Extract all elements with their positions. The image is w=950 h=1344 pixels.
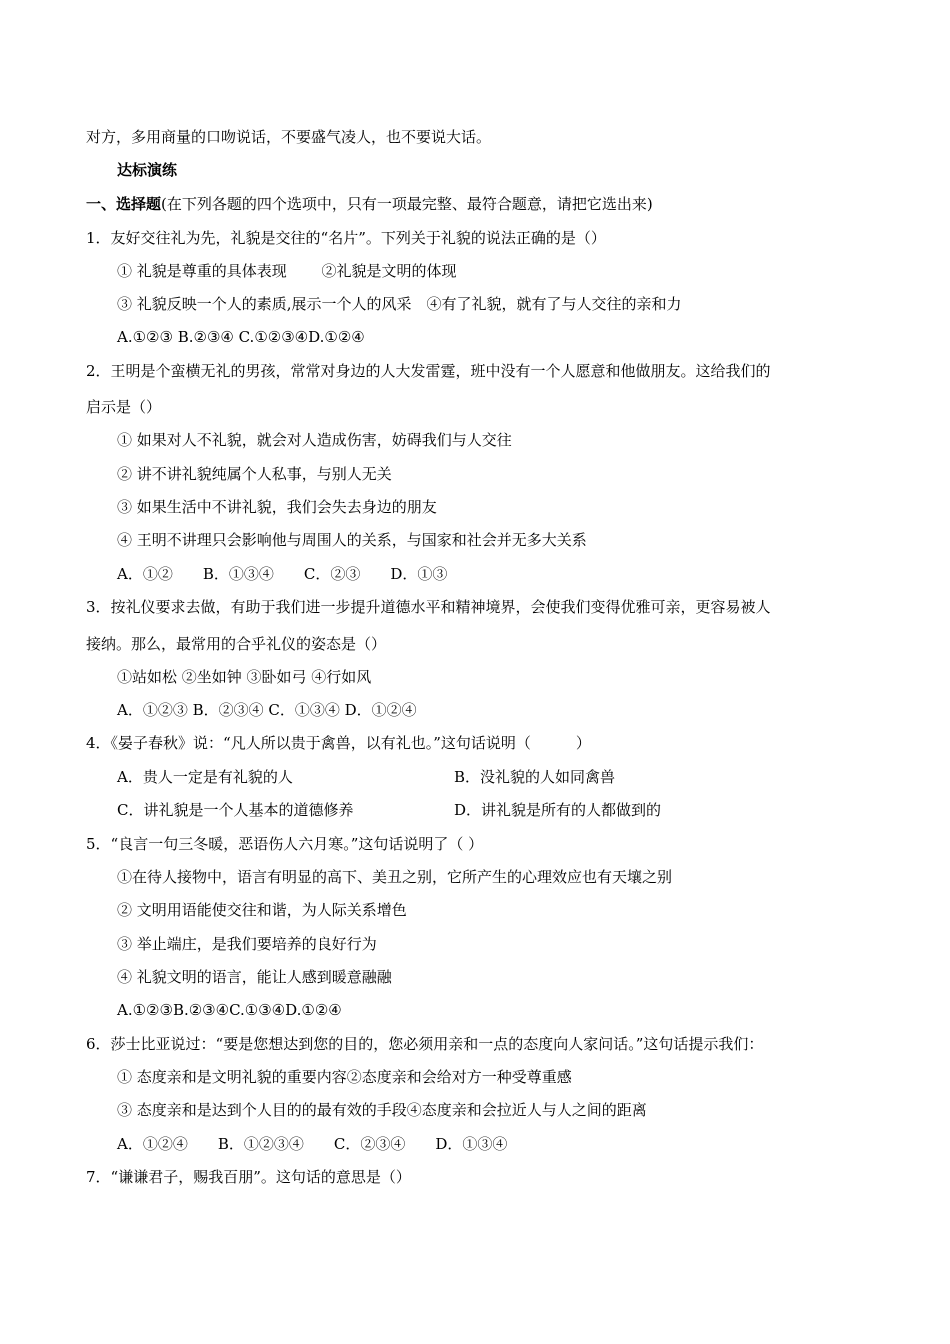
q3-options: A．①②③ B．②③④ C．①③④ D．①②④ (117, 701, 417, 719)
q5-statement-2: ② 文明用语能使交往和谐，为人际关系增色 (117, 901, 407, 919)
q4-option-c: C．讲礼貌是一个人基本的道德修养 (117, 801, 354, 819)
q6-statement-1: ① 态度亲和是文明礼貌的重要内容②态度亲和会给对方一种受尊重感 (117, 1068, 572, 1086)
q2-statement-1: ① 如果对人不礼貌，就会对人造成伤害，妨碍我们与人交往 (117, 431, 512, 449)
part-heading-label: 一、选择题 (86, 195, 162, 213)
q4-stem: 4．《晏子春秋》说：“凡人所以贵于禽兽，以有礼也。”这句话说明（ ） (86, 734, 591, 752)
q4-option-d: D．讲礼貌是所有的人都做到的 (454, 801, 662, 819)
q4-option-b: B．没礼貌的人如同禽兽 (454, 768, 616, 786)
part-heading-note: (在下列各题的四个选项中，只有一项最完整、最符合题意，请把它选出来) (161, 195, 653, 213)
q7-stem: 7．“谦谦君子，赐我百朋”。这句话的意思是（） (86, 1168, 411, 1186)
q6-options: A．①②④ B．①②③④ C．②③④ D．①③④ (117, 1135, 508, 1153)
q1-statement-1: ① 礼貌是尊重的具体表现 ②礼貌是文明的体现 (117, 262, 457, 280)
q6-statement-2: ③ 态度亲和是达到个人目的的最有效的手段④态度亲和会拉近人与人之间的距离 (117, 1101, 647, 1119)
q4-options-row-2 (117, 800, 877, 820)
q5-statement-4: ④ 礼貌文明的语言，能让人感到暖意融融 (117, 968, 392, 986)
q2-options: A．①② B．①③④ C．②③ D．①③ (117, 565, 448, 583)
q1-options: A.①②③ B.②③④ C.①②③④D.①②④ (117, 328, 365, 346)
q4-option-a: A．贵人一定是有礼貌的人 (117, 768, 293, 786)
q1-stem: 1．友好交往礼为先，礼貌是交往的“名片”。下列关于礼貌的说法正确的是（） (86, 229, 606, 247)
q4-options-row-1 (117, 767, 877, 787)
q2-stem-line-2: 启示是（） (86, 398, 162, 416)
intro-tail-text: 对方，多用商量的口吻说话，不要盛气凌人，也不要说大话。 (86, 128, 492, 146)
q2-statement-4: ④ 王明不讲理只会影响他与周围人的关系，与国家和社会并无多大关系 (117, 531, 587, 549)
q5-options: A.①②③B.②③④C.①③④D.①②④ (117, 1001, 342, 1019)
section-title: 达标演练 (117, 161, 178, 179)
q3-stem-line-1: 3．按礼仪要求去做，有助于我们进一步提升道德水平和精神境界，会使我们变得优雅可亲，更容易被人 (86, 598, 771, 616)
part-heading (86, 194, 653, 214)
q3-statement-1: ①站如松 ②坐如钟 ③卧如弓 ④行如风 (117, 668, 372, 686)
q6-stem: 6．莎士比亚说过：“要是您想达到您的目的，您必须用亲和一点的态度向人家问话。”这句话提示我们： (86, 1035, 764, 1053)
q2-statement-2: ② 讲不讲礼貌纯属个人私事，与别人无关 (117, 465, 392, 483)
q5-statement-3: ③ 举止端庄，是我们要培养的良好行为 (117, 935, 377, 953)
q3-stem-line-2: 接纳。那么，最常用的合乎礼仪的姿态是（） (86, 635, 387, 653)
q5-statement-1: ①在待人接物中，语言有明显的高下、美丑之别，它所产生的心理效应也有天壤之别 (117, 868, 673, 886)
q2-statement-3: ③ 如果生活中不讲礼貌，我们会失去身边的朋友 (117, 498, 437, 516)
q2-stem-line-1: 2．王明是个蛮横无礼的男孩，常常对身边的人大发雷霆，班中没有一个人愿意和他做朋友。这给我们的 (86, 362, 771, 380)
q5-stem: 5．“良言一句三冬暖，恶语伤人六月寒。”这句话说明了（ ） (86, 835, 484, 853)
q1-statement-2: ③ 礼貌反映一个人的素质,展示一个人的风采 ④有了礼貌，就有了与人交往的亲和力 (117, 295, 682, 313)
